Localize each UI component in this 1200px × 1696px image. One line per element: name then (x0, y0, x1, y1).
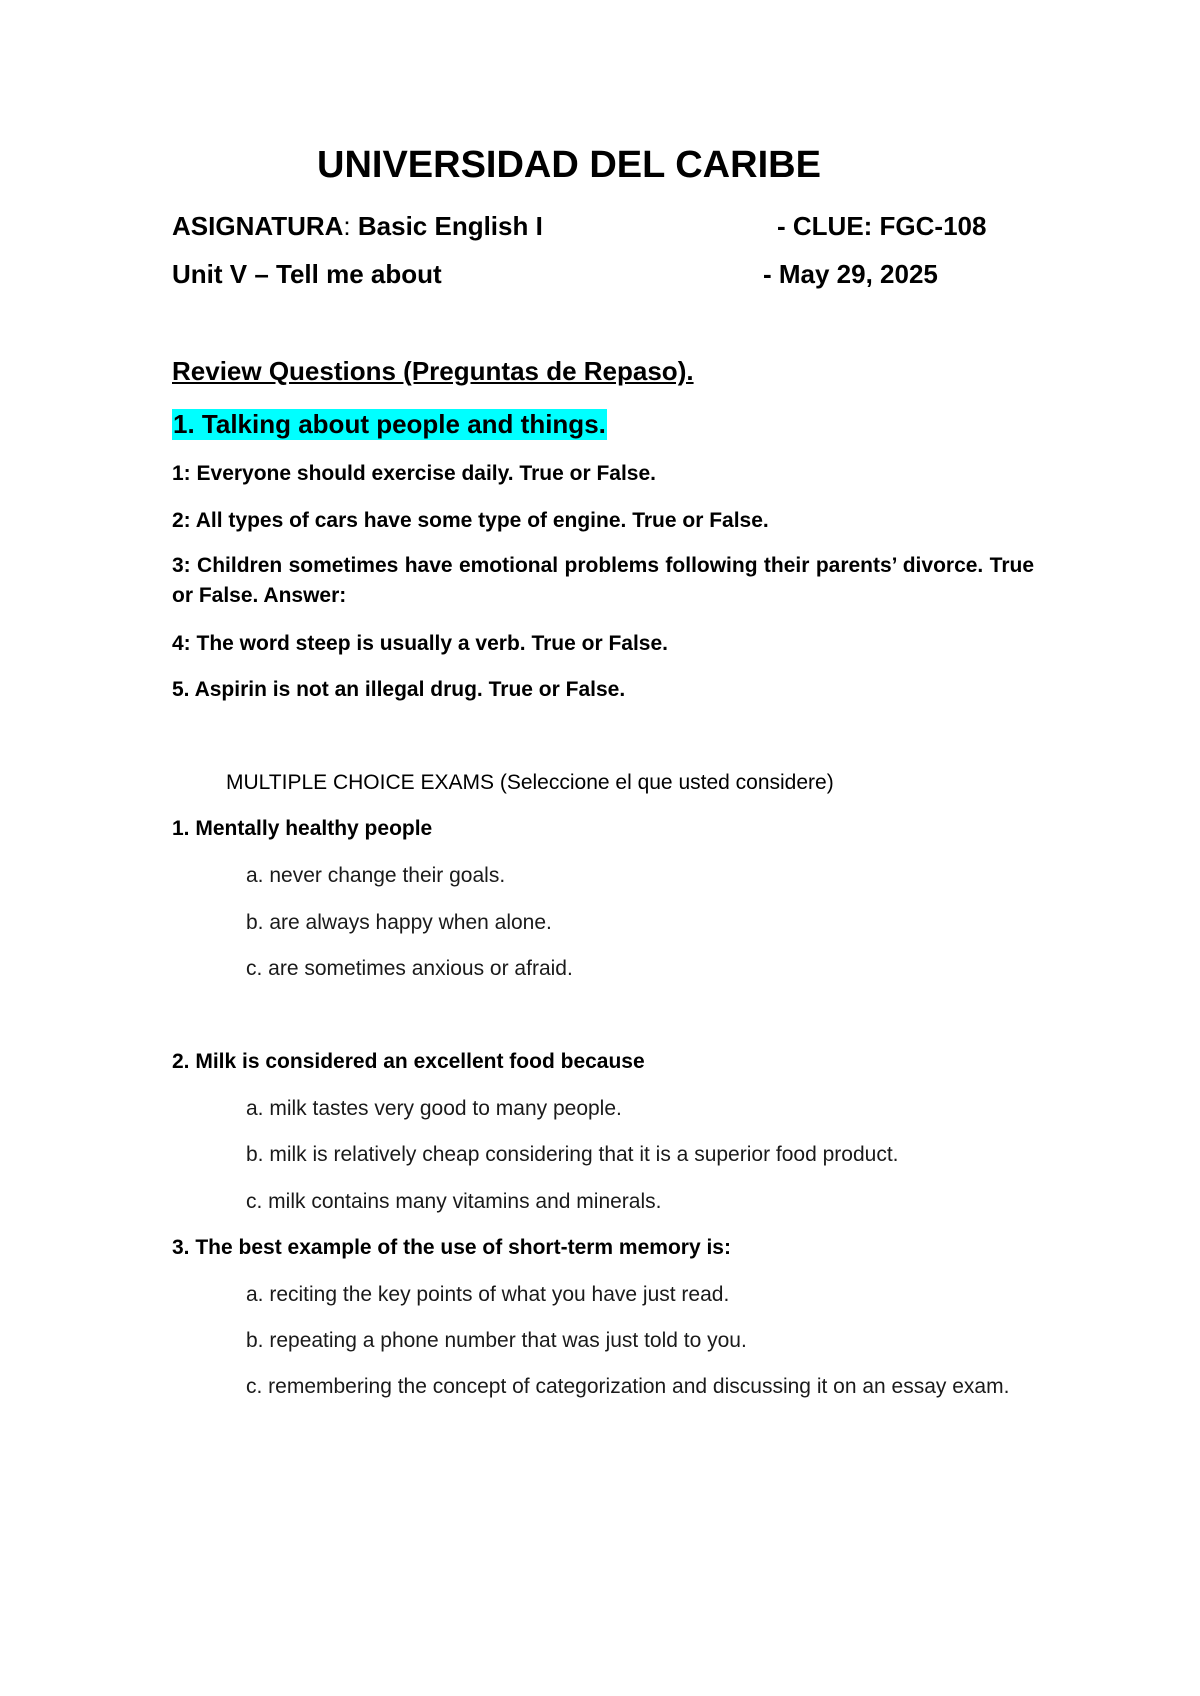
mc-question-stem: 2. Milk is considered an excellent food because (172, 1050, 645, 1073)
unit-title: Unit V – Tell me about (172, 259, 442, 289)
subject-line (172, 211, 543, 242)
mc-option: c. are sometimes anxious or afraid. (246, 957, 573, 980)
mc-question-stem: 3. The best example of the use of short-term memory is: (172, 1236, 731, 1259)
mc-option: a. never change their goals. (246, 864, 506, 887)
review-questions-title: Review Questions (Preguntas de Repaso). (172, 356, 694, 386)
mc-option: b. milk is relatively cheap considering that it is a superior food product. (246, 1143, 899, 1166)
mc-option: a. reciting the key points of what you have just read. (246, 1283, 730, 1306)
university-title: UNIVERSIDAD DEL CARIBE (317, 144, 821, 186)
mc-option: b. repeating a phone number that was just told to you. (246, 1329, 747, 1352)
subject-separator: : (343, 211, 351, 241)
true-false-question: 1: Everyone should exercise daily. True or False. (172, 462, 656, 485)
true-false-question: 3: Children sometimes have emotional problems following their parents’ divorce. True or False. Answer: (172, 554, 1034, 607)
exam-date: - May 29, 2025 (763, 259, 938, 289)
subject-label: ASIGNATURA (172, 211, 344, 241)
mc-option: c. remembering the concept of categorization and discussing it on an essay exam. (246, 1375, 1010, 1398)
multiple-choice-title: MULTIPLE CHOICE EXAMS (Seleccione el que usted considere) (226, 771, 834, 794)
subject-value: Basic English I (357, 211, 543, 241)
section-heading-highlighted: 1. Talking about people and things. (173, 409, 606, 439)
mc-question-stem: 1. Mentally healthy people (172, 817, 433, 840)
mc-option: a. milk tastes very good to many people. (246, 1097, 622, 1120)
true-false-question: 4: The word steep is usually a verb. True or False. (172, 632, 669, 655)
true-false-question: 5. Aspirin is not an illegal drug. True or False. (172, 678, 626, 701)
course-clue: - CLUE: FGC-108 (777, 211, 987, 241)
true-false-question: 2: All types of cars have some type of engine. True or False. (172, 509, 769, 532)
mc-option: b. are always happy when alone. (246, 911, 552, 934)
mc-option: c. milk contains many vitamins and minerals. (246, 1190, 662, 1213)
